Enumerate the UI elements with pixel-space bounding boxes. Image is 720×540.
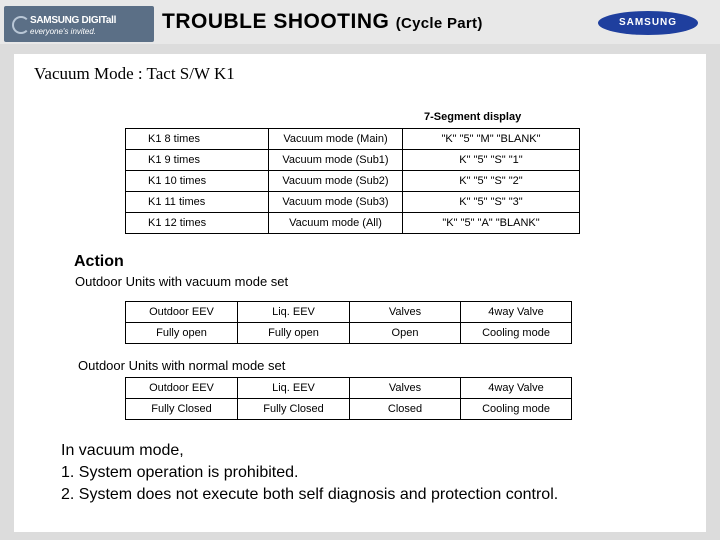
press-count-cell: K1 10 times (126, 171, 269, 192)
value-cell: Fully Closed (238, 399, 350, 420)
mode-title: Vacuum Mode : Tact S/W K1 (34, 64, 235, 83)
table-row (126, 171, 580, 192)
swirl-icon (12, 16, 30, 34)
table-row (126, 213, 580, 234)
header-cell: 4way Valve (461, 302, 572, 323)
table-row (126, 150, 580, 171)
normal-units-table (125, 377, 572, 420)
display-cell: K" "5" "S" "2" (403, 171, 580, 192)
vacuum-mode-table (125, 128, 580, 234)
value-cell: Fully open (238, 323, 350, 344)
value-cell: Fully Closed (126, 399, 238, 420)
display-cell: "K" "5" "M" "BLANK" (403, 129, 580, 150)
value-cell: Cooling mode (461, 399, 572, 420)
table-header-row (126, 378, 572, 399)
note-line: 1. System operation is prohibited. (61, 464, 299, 481)
mode-cell: Vacuum mode (Sub2) (269, 171, 403, 192)
note-line: 2. System does not execute both self diagnosis and protection control. (61, 486, 559, 503)
header-cell: 4way Valve (461, 378, 572, 399)
press-count-cell: K1 11 times (126, 192, 269, 213)
action-heading: Action (74, 253, 124, 270)
mode-cell: Vacuum mode (Sub3) (269, 192, 403, 213)
press-count-cell: K1 12 times (126, 213, 269, 234)
header-bar (0, 0, 720, 44)
table-row (126, 323, 572, 344)
page-title-main: TROUBLE SHOOTING (162, 10, 390, 33)
value-cell: Cooling mode (461, 323, 572, 344)
display-cell: K" "5" "S" "1" (403, 150, 580, 171)
vacuum-units-label: Outdoor Units with vacuum mode set (75, 274, 289, 289)
header-cell: Liq. EEV (238, 302, 350, 323)
header-cell: Valves (350, 302, 461, 323)
value-cell: Closed (350, 399, 461, 420)
page-title-sub: (Cycle Part) (395, 15, 483, 32)
table-row (126, 192, 580, 213)
value-cell: Open (350, 323, 461, 344)
header-cell: Outdoor EEV (126, 378, 238, 399)
notes-block (61, 440, 558, 506)
header-cell: Liq. EEV (238, 378, 350, 399)
logo-left-line1: SAMSUNG DIGITall (30, 15, 117, 26)
samsung-logo: SAMSUNG (598, 11, 698, 35)
display-cell: K" "5" "S" "3" (403, 192, 580, 213)
mode-cell: Vacuum mode (All) (269, 213, 403, 234)
table-header-row (126, 302, 572, 323)
press-count-cell: K1 8 times (126, 129, 269, 150)
note-line: In vacuum mode, (61, 442, 184, 459)
segment-display-label: 7-Segment display (424, 111, 522, 123)
logo-left-line2: everyone's invited. (30, 27, 97, 36)
samsung-digitall-logo (4, 6, 154, 42)
value-cell: Fully open (126, 323, 238, 344)
table-row (126, 399, 572, 420)
header-cell: Outdoor EEV (126, 302, 238, 323)
press-count-cell: K1 9 times (126, 150, 269, 171)
page-title (162, 10, 483, 34)
vacuum-units-table (125, 301, 572, 344)
mode-cell: Vacuum mode (Main) (269, 129, 403, 150)
mode-cell: Vacuum mode (Sub1) (269, 150, 403, 171)
normal-units-label: Outdoor Units with normal mode set (78, 358, 286, 373)
display-cell: "K" "5" "A" "BLANK" (403, 213, 580, 234)
header-cell: Valves (350, 378, 461, 399)
table-row (126, 129, 580, 150)
